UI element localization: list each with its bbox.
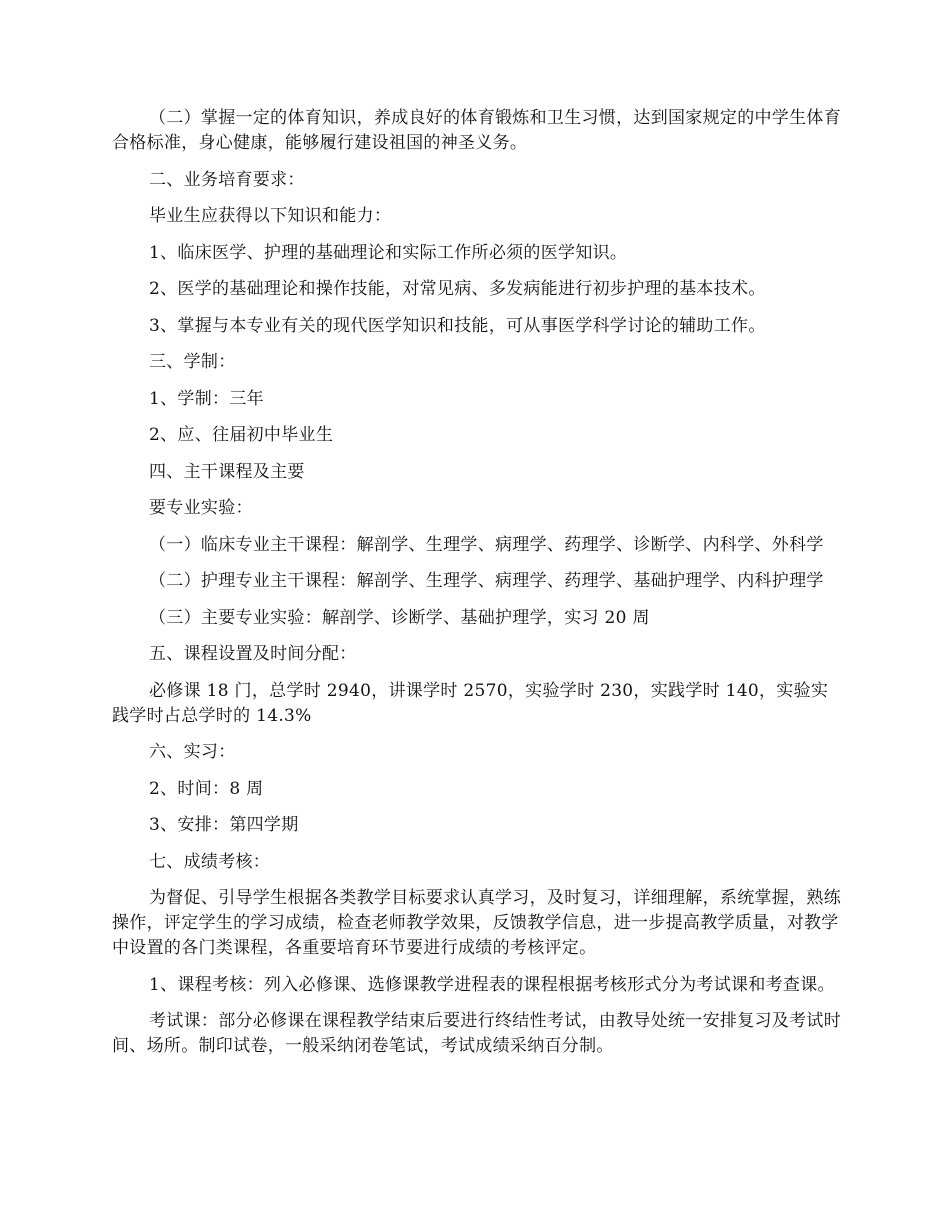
paragraph-main-experiments: （三）主要专业实验：解剖学、诊断学、基础护理学，实习 20 周 <box>149 607 650 628</box>
list-item-modern-knowledge: 3、掌握与本专业有关的现代医学知识和技能，可从事医学科学讨论的辅助工作。 <box>149 315 766 336</box>
paragraph-clinical-courses: （一）临床专业主干课程：解剖学、生理学、病理学、药理学、诊断学、内科学、外科学 <box>149 534 824 555</box>
heading-main-experiments: 要专业实验： <box>149 498 253 518</box>
heading-assessment: 七、成绩考核： <box>149 851 271 872</box>
list-item-internship-schedule: 3、安排：第四学期 <box>149 815 299 835</box>
paragraph-assessment-purpose: 为督促、引导学生根据各类教学目标要求认真学习，及时复习，详细理解，系统掌握，熟练操作，评定学生的学习成绩，检查老师教学效果，反馈教学信息，进一步提高教学质量，对教学中设置的各门类课程，各重要培育环节要进行成绩的考核评定。 <box>112 888 841 958</box>
list-item-internship-time: 2、时间：8 周 <box>149 778 264 799</box>
paragraph-nursing-courses: （二）护理专业主干课程：解剖学、生理学、病理学、药理学、基础护理学、内科护理学 <box>149 571 824 591</box>
paragraph-exam-courses: 考试课：部分必修课在课程教学结束后要进行终结性考试，由教导处统一安排复习及考试时间、场所。制印试卷，一般采纳闭卷笔试，考试成绩采纳百分制。 <box>112 1011 841 1056</box>
heading-main-courses: 四、主干课程及主要 <box>149 461 305 482</box>
paragraph-graduate-abilities: 毕业生应获得以下知识和能力： <box>149 206 392 226</box>
list-item-duration: 1、学制：三年 <box>149 388 264 409</box>
list-item-basic-skills: 2、医学的基础理论和操作技能，对常见病、多发病能进行初步护理的基本技术。 <box>149 279 766 299</box>
paragraph-course-hours: 必修课 18 门，总学时 2940，讲课学时 2570，实验学时 230，实践学时 140，实验实践学时占总学时的 14.3% <box>112 680 829 726</box>
heading-course-allocation: 五、课程设置及时间分配： <box>149 644 357 664</box>
heading-internship: 六、实习： <box>149 742 236 762</box>
document-body <box>112 106 842 1071</box>
list-item-enrollment: 2、应、往届初中毕业生 <box>149 425 334 445</box>
paragraph-physical-education: （二）掌握一定的体育知识，养成良好的体育锻炼和卫生习惯，达到国家规定的中学生体育合格标准，身心健康，能够履行建设祖国的神圣义务。 <box>112 108 841 153</box>
heading-training-requirements: 二、业务培育要求： <box>149 169 305 190</box>
heading-school-system: 三、学制： <box>149 352 236 372</box>
paragraph-course-assessment: 1、课程考核：列入必修课、选修课教学进程表的课程根据考核形式分为考试课和考查课。 <box>149 974 835 995</box>
list-item-clinical-knowledge: 1、临床医学、护理的基础理论和实际工作所必须的医学知识。 <box>149 242 628 263</box>
